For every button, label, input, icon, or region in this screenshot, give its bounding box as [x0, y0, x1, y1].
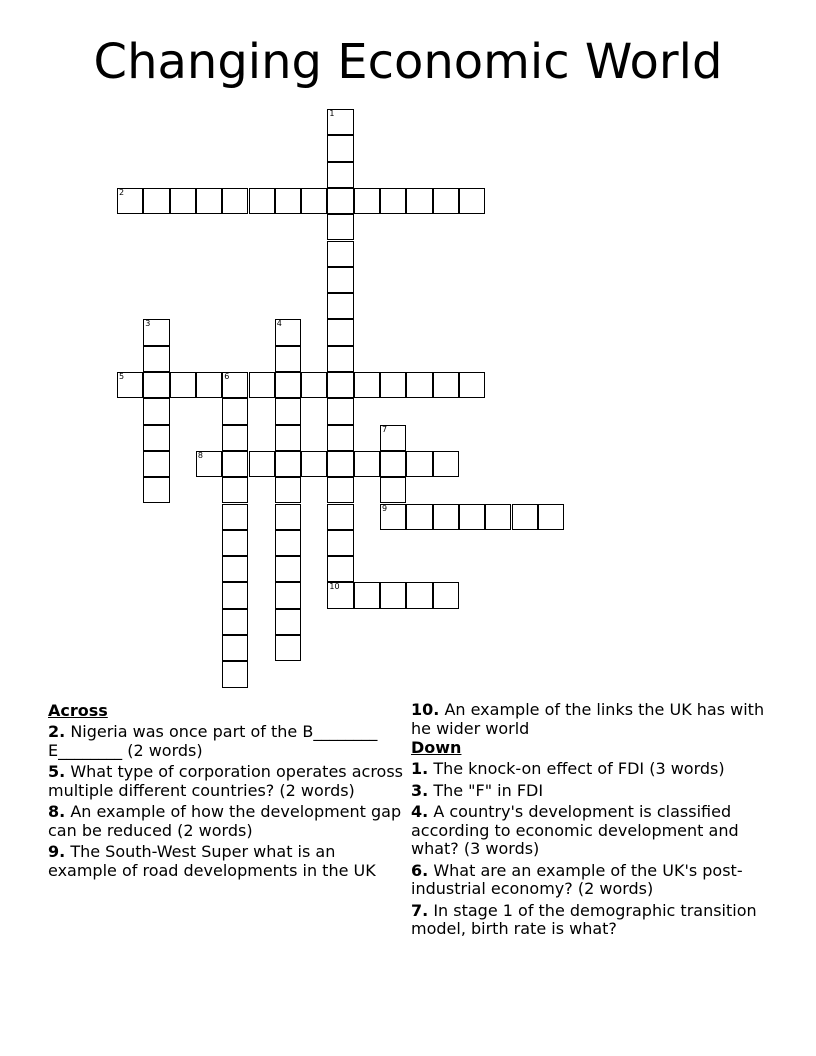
grid-cell[interactable]	[222, 398, 248, 424]
grid-cell[interactable]	[327, 241, 353, 267]
clue-number-label: 8	[197, 450, 203, 460]
clue-number: 2.	[48, 722, 66, 741]
grid-cell[interactable]	[327, 582, 353, 608]
clue-number-label: 4	[276, 319, 282, 329]
grid-cell[interactable]	[380, 425, 406, 451]
grid-cell[interactable]	[433, 372, 459, 398]
grid-cell[interactable]	[406, 188, 432, 214]
grid-cell[interactable]	[406, 504, 432, 530]
clue-number-label: 1	[329, 109, 335, 118]
grid-cell[interactable]	[170, 188, 196, 214]
grid-cell[interactable]	[143, 398, 169, 424]
grid-cell[interactable]	[327, 398, 353, 424]
grid-cell[interactable]	[275, 582, 301, 608]
grid-cell[interactable]	[301, 372, 327, 398]
grid-cell[interactable]	[196, 188, 222, 214]
grid-cell[interactable]	[380, 188, 406, 214]
grid-cell[interactable]	[275, 346, 301, 372]
grid-cell[interactable]	[222, 582, 248, 608]
clue-text: A country's development is classified according to economic development and what? (3 words)	[411, 802, 739, 858]
grid-cell[interactable]	[380, 582, 406, 608]
clue-number-label: 5	[119, 372, 125, 381]
grid-cell[interactable]	[249, 372, 275, 398]
grid-cell[interactable]	[222, 372, 248, 398]
grid-cell[interactable]	[327, 319, 353, 345]
grid-cell[interactable]	[406, 451, 432, 477]
grid-cell[interactable]	[327, 267, 353, 293]
grid-cell[interactable]	[380, 372, 406, 398]
grid-cell[interactable]	[249, 451, 275, 477]
grid-cell[interactable]	[222, 661, 248, 687]
clue-text: The "F" in FDI	[433, 780, 544, 800]
clue-number: 8.	[48, 802, 66, 821]
clues-column-left	[48, 701, 403, 880]
grid-cell[interactable]	[459, 504, 485, 530]
clue-down-7	[411, 902, 771, 939]
grid-cell[interactable]	[380, 477, 406, 503]
down-heading: Down	[411, 738, 462, 757]
clue-text: Nigeria was once part of the B________ E________ (2 words)	[48, 722, 378, 760]
grid-cell[interactable]	[433, 188, 459, 214]
grid-cell[interactable]	[143, 425, 169, 451]
clue-number: 9.	[48, 842, 66, 861]
clue-number-label: 9	[382, 503, 388, 513]
grid-cell[interactable]	[406, 582, 432, 608]
grid-cell[interactable]	[485, 504, 511, 530]
clue-text: The knock-on effect of FDI (3 words)	[433, 759, 725, 778]
grid-cell[interactable]	[275, 635, 301, 661]
grid-cell[interactable]	[354, 451, 380, 477]
clue-text: In stage 1 of the demographic transition model, birth rate is what?	[411, 900, 757, 938]
clue-down-3	[411, 782, 771, 801]
grid-cell[interactable]	[433, 582, 459, 608]
grid-cell[interactable]	[327, 214, 353, 240]
grid-cell[interactable]	[433, 504, 459, 530]
grid-cell[interactable]	[249, 188, 275, 214]
grid-cell[interactable]	[170, 372, 196, 398]
grid-cell[interactable]	[143, 346, 169, 372]
grid-cell[interactable]	[275, 319, 301, 345]
clue-text: What are an example of the UK's post-industrial economy? (2 words)	[411, 860, 743, 898]
across-heading: Across	[48, 701, 108, 720]
clue-across-8	[48, 803, 403, 840]
grid-cell[interactable]	[327, 135, 353, 161]
clue-number: 1.	[411, 759, 429, 778]
grid-cell[interactable]	[143, 188, 169, 214]
grid-cell[interactable]	[327, 451, 353, 477]
grid-cell[interactable]	[275, 609, 301, 635]
grid-cell[interactable]	[222, 504, 248, 530]
grid-cell[interactable]	[301, 451, 327, 477]
grid-cell[interactable]	[117, 372, 143, 398]
grid-cell[interactable]	[143, 319, 169, 345]
grid-cell[interactable]	[327, 188, 353, 214]
grid-cell[interactable]	[354, 582, 380, 608]
grid-cell[interactable]	[433, 451, 459, 477]
grid-cell[interactable]	[222, 609, 248, 635]
grid-cell[interactable]	[222, 451, 248, 477]
grid-cell[interactable]	[222, 425, 248, 451]
clue-number-label: 2	[119, 187, 125, 197]
grid-cell[interactable]	[143, 451, 169, 477]
grid-cell[interactable]	[327, 504, 353, 530]
clue-across-2	[48, 723, 403, 760]
grid-cell[interactable]	[327, 425, 353, 451]
grid-cell[interactable]	[327, 530, 353, 556]
grid-cell[interactable]	[327, 346, 353, 372]
grid-cell[interactable]	[459, 372, 485, 398]
grid-cell[interactable]	[143, 372, 169, 398]
clue-number-label: 6	[224, 372, 230, 381]
grid-cell[interactable]	[327, 477, 353, 503]
grid-cell[interactable]	[301, 188, 327, 214]
clue-number: 5.	[48, 762, 66, 781]
grid-cell[interactable]	[275, 425, 301, 451]
clue-across-9	[48, 843, 403, 880]
grid-cell[interactable]	[275, 477, 301, 503]
clue-number: 10.	[411, 700, 440, 719]
grid-cell[interactable]	[327, 109, 353, 135]
grid-cell[interactable]	[327, 293, 353, 319]
clue-number-label: 10	[329, 582, 340, 592]
puzzle-title: Changing Economic World	[93, 34, 723, 90]
grid-cell[interactable]	[380, 451, 406, 477]
clue-number-label: 7	[382, 424, 388, 434]
grid-cell[interactable]	[222, 477, 248, 503]
grid-cell[interactable]	[380, 504, 406, 530]
clue-text: The South-West Super what is an example of road developments in the UK	[48, 842, 376, 880]
grid-cell[interactable]	[196, 451, 222, 477]
clue-number: 4.	[411, 802, 429, 821]
clue-number: 3.	[411, 780, 429, 800]
clue-number: 7.	[411, 900, 429, 920]
grid-cell[interactable]	[222, 188, 248, 214]
grid-cell[interactable]	[275, 504, 301, 530]
grid-cell[interactable]	[275, 188, 301, 214]
grid-cell[interactable]	[327, 556, 353, 582]
clue-across-5	[48, 763, 403, 800]
grid-cell[interactable]	[275, 372, 301, 398]
clue-text: What type of corporation operates across multiple different countries? (2 words)	[48, 762, 403, 800]
grid-cell[interactable]	[354, 372, 380, 398]
grid-cell[interactable]	[275, 556, 301, 582]
grid-cell[interactable]	[406, 372, 432, 398]
grid-cell[interactable]	[275, 451, 301, 477]
grid-cell[interactable]	[327, 372, 353, 398]
grid-cell[interactable]	[538, 504, 564, 530]
clue-across-10	[411, 701, 771, 738]
grid-cell[interactable]	[143, 477, 169, 503]
clue-down-1	[411, 760, 771, 779]
clue-number: 6.	[411, 860, 429, 880]
grid-cell[interactable]	[117, 188, 143, 214]
clue-down-6	[411, 862, 771, 899]
grid-cell[interactable]	[222, 635, 248, 661]
grid-cell[interactable]	[275, 530, 301, 556]
grid-cell[interactable]	[222, 556, 248, 582]
grid-cell[interactable]	[222, 530, 248, 556]
grid-cell[interactable]	[327, 162, 353, 188]
clue-text: An example of the links the UK has with he wider world	[411, 700, 765, 738]
grid-cell[interactable]	[354, 188, 380, 214]
grid-cell[interactable]	[512, 504, 538, 530]
grid-cell[interactable]	[196, 372, 222, 398]
grid-cell[interactable]	[459, 188, 485, 214]
grid-cell[interactable]	[275, 398, 301, 424]
clue-number-label: 3	[145, 319, 151, 329]
clue-down-4	[411, 803, 771, 859]
clue-text: An example of how the development gap can be reduced (2 words)	[48, 802, 402, 840]
clues-column-right	[411, 701, 771, 939]
